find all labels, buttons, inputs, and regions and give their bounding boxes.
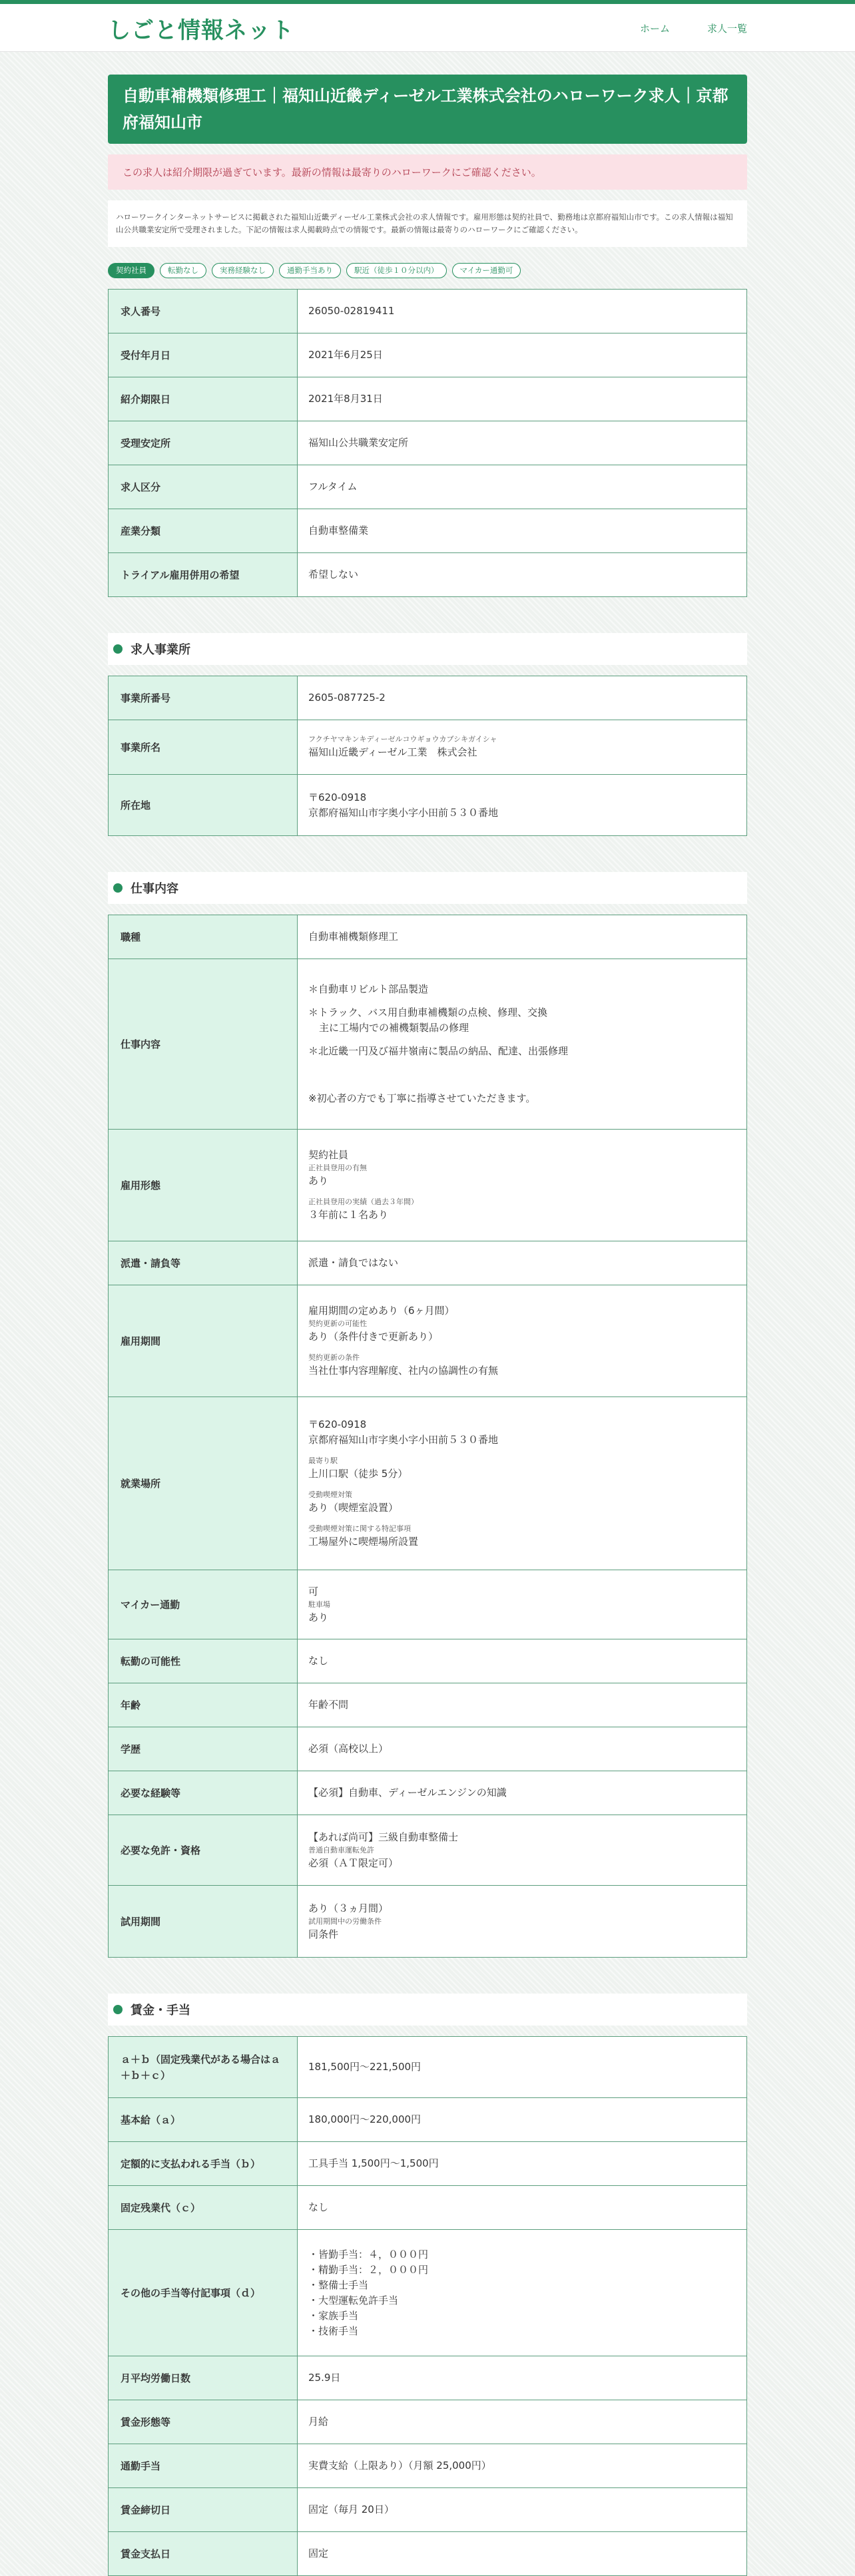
table-row [109, 1241, 747, 1285]
employment-type: 契約社員 [308, 1149, 349, 1161]
allowance-item: ・技術手当 [308, 2324, 359, 2337]
table-row [109, 1397, 747, 1570]
desc-line: ＊トラック、バス用自動車補機類の点検、修理、交換 [308, 1006, 548, 1018]
office-address: 京都府福知山市字奥小字小田前５３０番地 [308, 806, 499, 819]
table-row [109, 2142, 747, 2186]
tag-no-experience: 実務経験なし [212, 263, 274, 278]
site-logo[interactable]: しごと情報ネット [108, 17, 294, 44]
table-row [109, 720, 747, 775]
license-required: 必須（ＡＴ限定可） [308, 1856, 399, 1869]
row-value: 工具手当 1,500円〜1,500円 [298, 2142, 747, 2186]
row-label: 通勤手当 [109, 2444, 298, 2488]
trial-cell [298, 1886, 747, 1958]
row-label: 定額的に支払われる手当（ｂ） [109, 2142, 298, 2186]
table-row [109, 290, 747, 333]
section-title: 賃金・手当 [131, 2004, 190, 2018]
sub-label: 普通自動車運転免許 [308, 1845, 374, 1854]
period: 雇用期間の定めあり（6ヶ月間） [308, 1305, 455, 1317]
row-label: 学歴 [109, 1727, 298, 1771]
section-title: 求人事業所 [131, 643, 190, 657]
office-name-cell [298, 720, 747, 775]
tag-car-commute: マイカー通勤可 [452, 263, 521, 278]
sub-label: 受動喫煙対策に関する特記事項 [308, 1524, 411, 1533]
row-label: 仕事内容 [109, 959, 298, 1130]
page-title: 自動車補機類修理工｜福知山近畿ディーゼル工業株式会社のハローワーク求人｜京都府福知山市 [108, 75, 747, 144]
table-row [109, 1285, 747, 1397]
row-label: 派遣・請負等 [109, 1241, 298, 1285]
row-label: 紹介期限日 [109, 377, 298, 421]
section-heading-wage [108, 1994, 747, 2026]
job-table [108, 915, 747, 1958]
table-row [109, 1570, 747, 1639]
bullet-dot-icon [113, 644, 123, 654]
office-name: 福知山近畿ディーゼル工業 株式会社 [308, 746, 477, 758]
experience: 【必須】自動車、ディーゼルエンジンの知識 [298, 1771, 747, 1815]
sub-label: 受動喫煙対策 [308, 1490, 352, 1499]
allowance-item: ・皆勤手当：４，０００円 [308, 2248, 429, 2260]
place-postal: 〒620-0918 [308, 1418, 367, 1430]
bullet-dot-icon [113, 2005, 123, 2014]
row-label: 求人番号 [109, 290, 298, 333]
age: 年齢不問 [298, 1683, 747, 1727]
smoke: あり（喫煙室設置） [308, 1502, 399, 1514]
sub-label: 契約更新の可能性 [308, 1319, 367, 1328]
tag-near-station: 駅近（徒歩１０分以内） [346, 263, 447, 278]
office-name-kana: フクチヤマキンキディーゼルコウギョウカブシキガイシャ [308, 735, 497, 744]
license-cell [298, 1815, 747, 1886]
table-row [109, 959, 747, 1130]
row-value: 固定 [298, 2532, 747, 2576]
sub-value: ３年前に１名あり [308, 1209, 389, 1221]
allowance-item: ・精勤手当：２，０００円 [308, 2263, 429, 2276]
row-label: 受理安定所 [109, 421, 298, 465]
row-value: 25.9日 [298, 2356, 747, 2400]
row-value: 26050-02819411 [298, 290, 747, 333]
sub-value: 当社仕事内容理解度、社内の協調性の有無 [308, 1365, 499, 1377]
table-row [109, 333, 747, 377]
allowance-item: ・家族手当 [308, 2309, 359, 2322]
trial: あり（３ヵ月間） [308, 1902, 389, 1914]
section-heading-job [108, 872, 747, 904]
row-value: 180,000円〜220,000円 [298, 2098, 747, 2142]
allowance-item: ・大型運転免許手当 [308, 2294, 399, 2306]
allowance-item: ・整備士手当 [308, 2278, 369, 2291]
table-row [109, 2037, 747, 2098]
table-row [109, 421, 747, 465]
table-row [109, 2532, 747, 2576]
row-value: 181,500円〜221,500円 [298, 2037, 747, 2098]
section-heading-office [108, 633, 747, 665]
section-title: 仕事内容 [131, 882, 178, 896]
tag-commute-allowance: 通勤手当あり [279, 263, 341, 278]
row-label: 職種 [109, 915, 298, 959]
row-value: なし [298, 2186, 747, 2230]
desc-line: ＊自動車リビルト部品製造 [308, 983, 429, 995]
row-label: その他の手当等付記事項（ｄ） [109, 2230, 298, 2356]
table-row [109, 509, 747, 553]
wage-table [108, 2036, 747, 2576]
tag-no-transfer: 転勤なし [160, 263, 206, 278]
row-value: フルタイム [298, 465, 747, 509]
sub-label: 最寄り駅 [308, 1456, 338, 1465]
row-label: 転勤の可能性 [109, 1639, 298, 1683]
row-label: 試用期間 [109, 1886, 298, 1958]
row-label: 雇用期間 [109, 1285, 298, 1397]
transfer: なし [298, 1639, 747, 1683]
other-allowances [298, 2230, 747, 2356]
row-label: 賃金締切日 [109, 2488, 298, 2532]
license: 【あれば尚可】三級自動車整備士 [308, 1830, 459, 1843]
office-number: 2605-087725-2 [298, 676, 747, 720]
row-label: 事業所名 [109, 720, 298, 775]
workplace-cell [298, 1397, 747, 1570]
place-address: 京都府福知山市字奥小字小田前５３０番地 [308, 1434, 499, 1446]
row-label: 必要な経験等 [109, 1771, 298, 1815]
dispatch: 派遣・請負ではない [298, 1241, 747, 1285]
row-label: マイカー通勤 [109, 1570, 298, 1639]
tag-contract: 契約社員 [108, 263, 154, 278]
row-label: 賃金形態等 [109, 2400, 298, 2444]
desc-line: 主に工場内での補機類製品の修理 [319, 1022, 469, 1034]
main-content [108, 52, 747, 2576]
employment-cell [298, 1130, 747, 1241]
sub-label: 駐車場 [308, 1600, 330, 1609]
row-value: 希望しない [298, 553, 747, 597]
table-row [109, 1130, 747, 1241]
sub-label: 正社員登用の実績（過去３年間） [308, 1197, 418, 1206]
table-row [109, 775, 747, 836]
table-row [109, 1727, 747, 1771]
sub-value: あり [308, 1175, 329, 1187]
row-value: 実費支給（上限あり）（月額 25,000円） [298, 2444, 747, 2488]
row-label: 固定残業代（ｃ） [109, 2186, 298, 2230]
table-row [109, 1683, 747, 1727]
row-label: 必要な免許・資格 [109, 1815, 298, 1886]
row-value: 2021年8月31日 [298, 377, 747, 421]
nav-job-list-link[interactable]: 求人一覧 [707, 22, 747, 35]
row-label: 産業分類 [109, 509, 298, 553]
desc-line: ＊北近畿一円及び福井嶺南に製品の納品、配達、出張修理 [308, 1045, 569, 1057]
table-row [109, 2444, 747, 2488]
row-label: ａ＋ｂ（固定残業代がある場合はａ＋ｂ＋ｃ） [109, 2037, 298, 2098]
office-postal: 〒620-0918 [308, 791, 367, 803]
global-nav [640, 21, 747, 35]
table-row [109, 465, 747, 509]
station: 上川口駅（徒歩 5分） [308, 1468, 408, 1480]
row-label: 事業所番号 [109, 676, 298, 720]
row-label: 就業場所 [109, 1397, 298, 1570]
car: 可 [308, 1585, 319, 1598]
row-value: 固定（毎月 20日） [298, 2488, 747, 2532]
row-label: 基本給（ａ） [109, 2098, 298, 2142]
row-value: 2021年6月25日 [298, 333, 747, 377]
table-row [109, 1639, 747, 1683]
sub-label: 契約更新の条件 [308, 1353, 360, 1362]
desc-line: ※初心者の方でも丁寧に指導させていただきます。 [308, 1092, 536, 1104]
expired-alert: この求人は紹介期限が過ぎています。最新の情報は最寄りのハローワークにご確認ください。 [108, 154, 747, 190]
row-value: 月給 [298, 2400, 747, 2444]
sub-label: 試用期間中の労働条件 [308, 1916, 382, 1926]
row-value: 自動車整備業 [298, 509, 747, 553]
car-cell [298, 1570, 747, 1639]
sub-label: 正社員登用の有無 [308, 1164, 367, 1172]
bullet-dot-icon [113, 883, 123, 893]
row-label: 受付年月日 [109, 333, 298, 377]
table-row [109, 1886, 747, 1958]
table-row [109, 2488, 747, 2532]
site-header [0, 0, 855, 52]
sub-value: あり（条件付きで更新あり） [308, 1331, 439, 1343]
table-row [109, 915, 747, 959]
row-label: トライアル雇用併用の希望 [109, 553, 298, 597]
row-label: 雇用形態 [109, 1130, 298, 1241]
table-row [109, 1815, 747, 1886]
occupation: 自動車補機類修理工 [298, 915, 747, 959]
table-row [109, 377, 747, 421]
table-row [109, 2400, 747, 2444]
row-value: 福知山公共職業安定所 [298, 421, 747, 465]
office-address-cell [298, 775, 747, 836]
table-row [109, 2230, 747, 2356]
trial-condition: 同条件 [308, 1928, 339, 1940]
education: 必須（高校以上） [298, 1727, 747, 1771]
table-row [109, 676, 747, 720]
parking: あり [308, 1611, 329, 1623]
row-label: 月平均労働日数 [109, 2356, 298, 2400]
intro-text: ハローワークインターネットサービスに掲載された福知山近畿ディーゼル工業株式会社の求人情報です。雇用形態は契約社員で、勤務地は京都府福知山市です。この求人情報は福知山公共職業安定所で受理されました。下記の情報は求人掲載時点での情報です。最新の情報は最寄りのハローワークにご確認ください。 [108, 200, 747, 247]
overview-table [108, 289, 747, 597]
feature-tags [108, 263, 747, 278]
table-row [109, 2098, 747, 2142]
table-row [109, 2186, 747, 2230]
nav-home-link[interactable]: ホーム [639, 22, 670, 35]
row-label: 所在地 [109, 775, 298, 836]
row-label: 賃金支払日 [109, 2532, 298, 2576]
job-description [298, 959, 747, 1130]
row-label: 年齢 [109, 1683, 298, 1727]
period-cell [298, 1285, 747, 1397]
table-row [109, 553, 747, 597]
table-row [109, 2356, 747, 2400]
smoke-note: 工場屋外に喫煙場所設置 [308, 1536, 419, 1548]
office-table [108, 676, 747, 836]
table-row [109, 1771, 747, 1815]
row-label: 求人区分 [109, 465, 298, 509]
